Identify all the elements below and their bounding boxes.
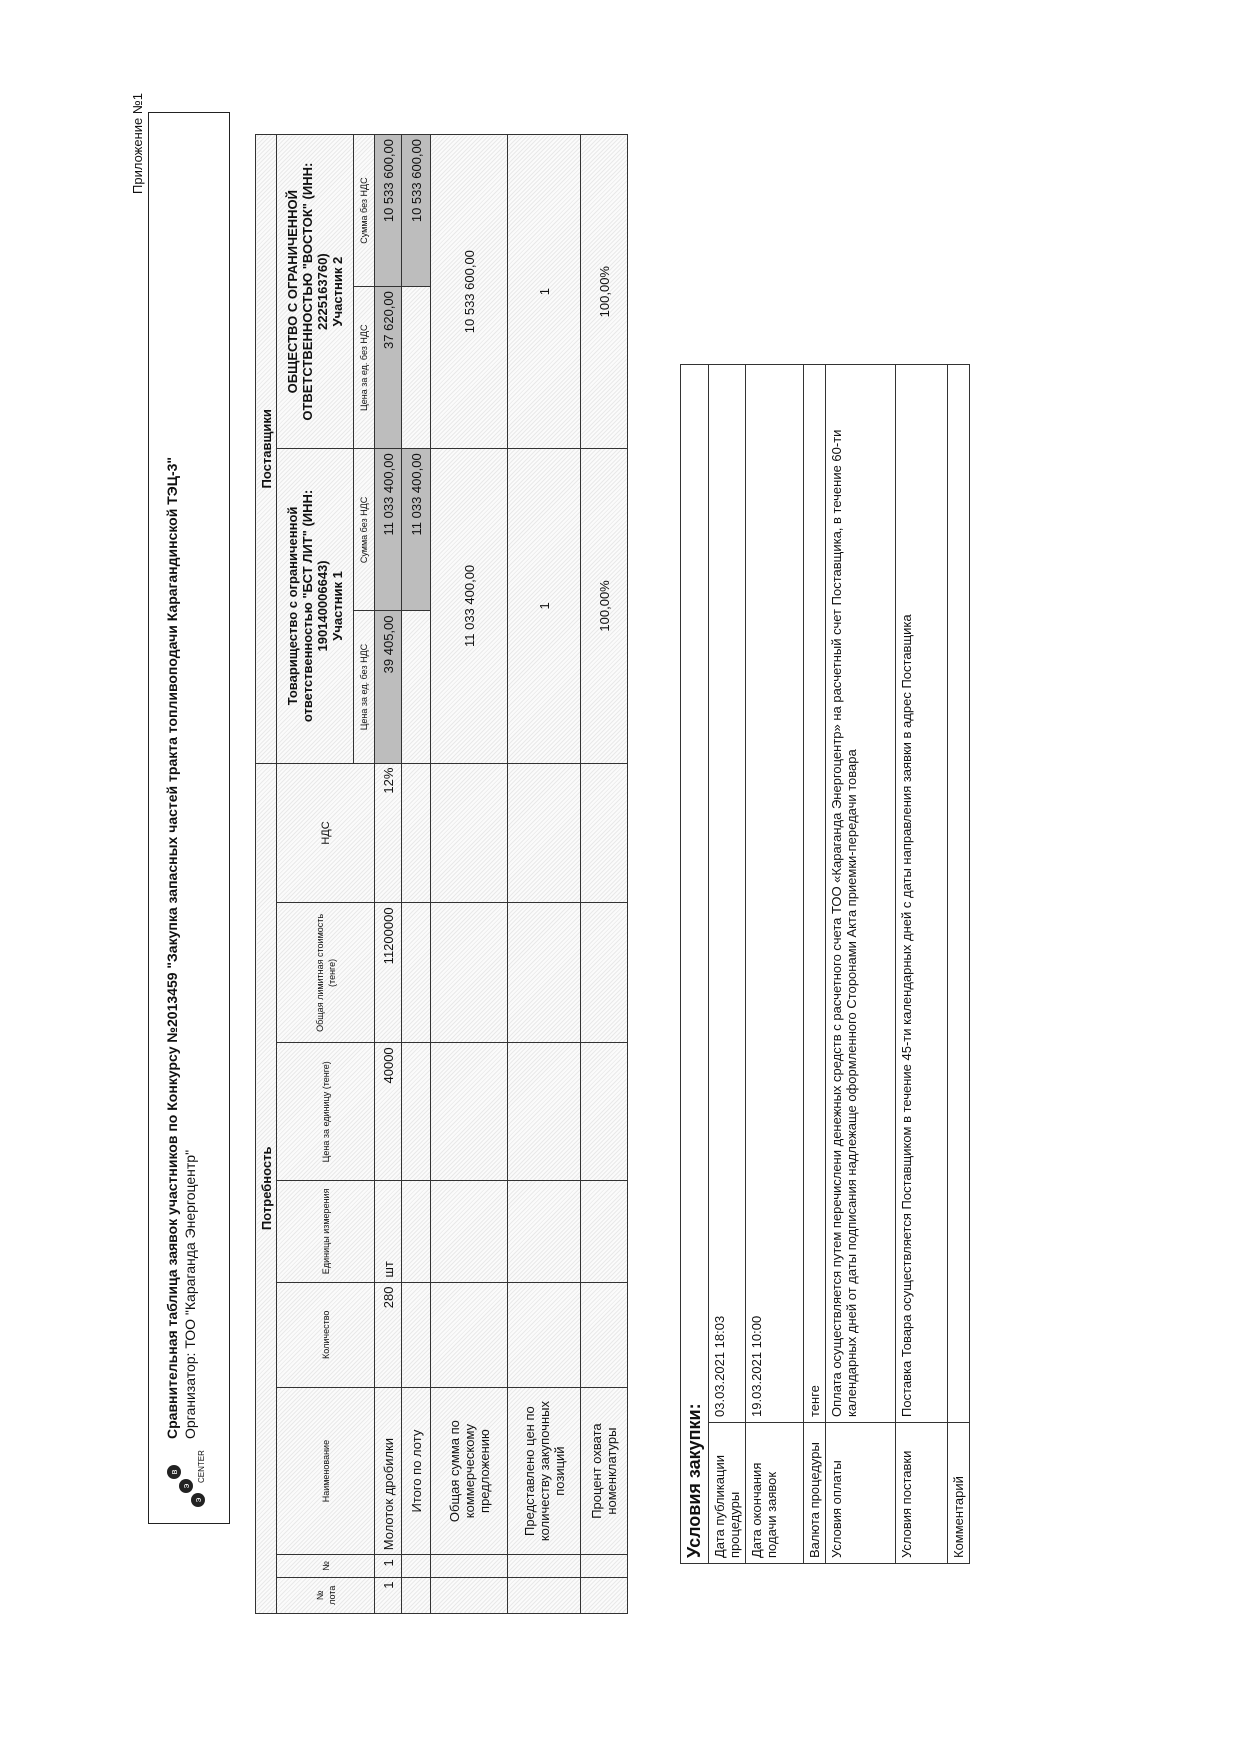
group-suppliers-header: Поставщики: [256, 135, 277, 764]
item-no: 1: [375, 1555, 402, 1577]
col-price: Цена за единицу (тенге): [277, 1043, 375, 1181]
terms-value: Оплата осуществляется путем перечислени денежных средств с расчетного счета ТОО «Караганда Энергоцентр» на расчетный счет Поставщика, в течение 60-ти календарных дней от даты подписания надлежаще оформленного Сторонами Акта приемки-передачи товара: [826, 365, 896, 1423]
terms-row: [746, 365, 804, 1564]
item-lot: 1: [375, 1577, 402, 1613]
item-total: 11200000: [375, 903, 402, 1043]
total-s1-sum: 11 033 400,00: [402, 449, 431, 611]
item-s2-unit: 37 620,00: [375, 287, 402, 449]
appendix-label: Приложение №1: [130, 92, 145, 194]
terms-label: Дата окончания подачи заявок: [746, 1423, 804, 1564]
total-s2-sum: 10 533 600,00: [402, 135, 431, 287]
commercial-s1: 11 033 400,00: [431, 449, 508, 763]
logo-dot-icon: э: [191, 1493, 205, 1507]
terms-row: [826, 365, 896, 1564]
terms-label: Условия оплаты: [826, 1423, 896, 1564]
table-row: [431, 135, 508, 1614]
supplier-2-header: [277, 135, 354, 449]
logo-caption: CENTER: [197, 1450, 206, 1483]
terms-row: [948, 365, 970, 1564]
commercial-label: Общая сумма по коммерческому предложению: [431, 1387, 508, 1554]
table-row: [581, 135, 628, 1614]
logo-dot-icon: в: [167, 1465, 181, 1479]
item-price: 40000: [375, 1043, 402, 1181]
supplier-2-col-sum: Сумма без НДС: [354, 135, 375, 287]
supplier-2-participant: Участник 2: [330, 256, 345, 327]
col-name: Наименование: [277, 1387, 375, 1554]
terms-row: [709, 365, 746, 1564]
coverage-label: Процент охвата номенклатуры: [581, 1387, 628, 1554]
item-s1-sum: 11 033 400,00: [375, 449, 402, 611]
procurement-terms-table: [680, 364, 970, 1564]
supplier-1-name: Товарищество с ограниченной ответственностью "БСТ ЛИТ" (ИНН: 190140006643): [285, 489, 330, 723]
terms-label: Условия поставки: [896, 1423, 948, 1564]
col-unit: Единицы измерения: [277, 1181, 375, 1282]
terms-label: Валюта процедуры: [804, 1423, 826, 1564]
coverage-s2: 100,00%: [581, 135, 628, 449]
positions-s2: 1: [508, 135, 581, 449]
terms-title: Условия закупки:: [681, 365, 709, 1564]
organizer-line: Организатор: ТОО "Караганда Энергоцентр": [182, 1149, 198, 1439]
terms-value: 19.03.2021 10:00: [746, 365, 804, 1423]
item-name: Молоток дробилки: [375, 1387, 402, 1554]
commercial-s2: 10 533 600,00: [431, 135, 508, 449]
col-qty: Количество: [277, 1282, 375, 1387]
terms-value: 03.03.2021 18:03: [709, 365, 746, 1423]
terms-row: [804, 365, 826, 1564]
supplier-2-col-unit: Цена за ед. без НДС: [354, 287, 375, 449]
item-qty: 280: [375, 1282, 402, 1387]
comparison-table: [255, 134, 628, 1614]
table-row: [375, 135, 402, 1614]
terms-label: Дата публикации процедуры: [709, 1423, 746, 1564]
company-logo: [161, 1449, 217, 1509]
col-vat: НДС: [277, 763, 375, 903]
item-s2-sum: 10 533 600,00: [375, 135, 402, 287]
supplier-1-header: [277, 449, 354, 763]
item-vat: 12%: [375, 763, 402, 903]
logo-dot-icon: э: [179, 1479, 193, 1493]
item-unit: шт: [375, 1181, 402, 1282]
col-total: Общая лимитная стоимость (тенге): [277, 903, 375, 1043]
col-no: №: [277, 1555, 375, 1577]
terms-value: тенге: [804, 365, 826, 1423]
document-header: [148, 112, 230, 1524]
positions-s1: 1: [508, 449, 581, 763]
supplier-2-name: ОБЩЕСТВО С ОГРАНИЧЕННОЙ ОТВЕТСТВЕННОСТЬЮ "ВОСТОК" (ИНН: 2225163760): [285, 162, 330, 421]
table-row: [402, 135, 431, 1614]
terms-label: Комментарий: [948, 1423, 970, 1564]
terms-row: [896, 365, 948, 1564]
supplier-1-col-unit: Цена за ед. без НДС: [354, 611, 375, 763]
coverage-s1: 100,00%: [581, 449, 628, 763]
positions-label: Представлено цен по количеству закупочных позиций: [508, 1387, 581, 1554]
supplier-1-col-sum: Сумма без НДС: [354, 449, 375, 611]
terms-value: Поставка Товара осуществляется Поставщиком в течение 45-ти календарных дней с даты направления заявки в адрес Поставщика: [896, 365, 948, 1423]
col-lot-no: № лота: [277, 1577, 375, 1613]
total-label: Итого по лоту: [402, 1387, 431, 1554]
table-row: [508, 135, 581, 1614]
supplier-1-participant: Участник 1: [330, 571, 345, 641]
group-need-header: Потребность: [256, 763, 277, 1613]
document-title: Сравнительная таблица заявок участников по Конкурсу №2013459 "Закупка запасных частей тракта топливоподачи Карагандинской ТЭЦ-3": [164, 456, 180, 1439]
terms-value: [948, 365, 970, 1423]
item-s1-unit: 39 405,00: [375, 611, 402, 763]
